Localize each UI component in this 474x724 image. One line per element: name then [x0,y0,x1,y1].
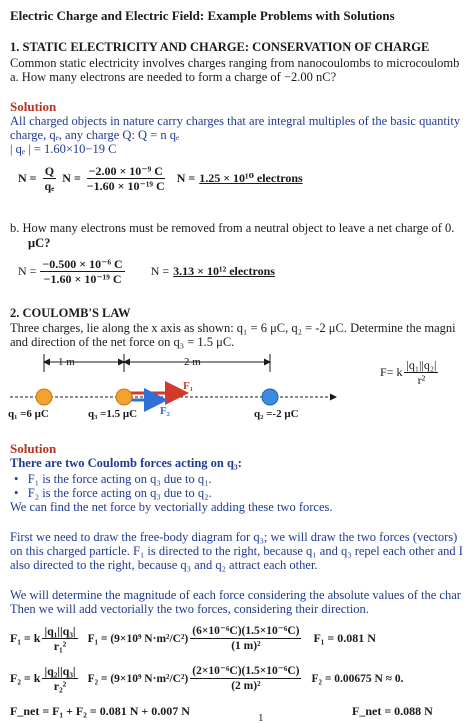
f2eq-lhs: F₂ = k [10,671,41,685]
bullet-2-text: F₂ is the force acting on q₃ due to q₂. [27,486,212,500]
section-2-line2: and direction of the net force on q₃ = 1.5 μC. [10,335,235,349]
solution-label-2: Solution [10,441,57,456]
forces-heading: There are two Coulomb forces acting on q₃: [10,456,242,470]
f2-label: F₂ [160,405,171,417]
page-title: Electric Charge and Electric Field: Example Problems with Solutions [10,8,395,23]
solution-label-1: Solution [10,99,57,114]
eq1-f1-den: qₑ [44,179,55,193]
f2eq-mid: F₂ = (9×10⁹ N·m²/C²) [87,672,189,685]
q2-label: q₂ =-2 μC [254,408,299,420]
f2eq-result: F₂ = 0.00675 N ≈ 0. [311,672,404,685]
eq1-result: 1.25 × 10¹⁰ electrons [199,171,303,185]
section-1-intro: Common static electricity involves charges ranging from nanocoulombs to microcoulomb [10,56,460,70]
f2eq-fraction [42,664,77,693]
eq2-result: 3.13 × 10¹² electrons [173,264,275,278]
eq1-mid: N = [62,171,81,185]
q1-label: q₁ =6 μC [8,408,49,420]
solution-1-line1: All charged objects in nature carry charges that are integral multiples of the basic quantity [10,114,461,128]
charge-q1 [36,389,52,405]
f1eq-result: F₁ = 0.081 N [313,631,376,645]
fbd-line-3: also directed to the right, because q₃ and q₂ attract each other. [10,558,318,572]
charge-q3 [116,389,132,405]
vector-line: We can find the net force by vectorially adding these two forces. [10,500,333,514]
eq1-f2-num: −2.00 × 10⁻⁹ C [88,164,163,178]
eq2-fraction [40,257,124,286]
coulomb-formula-prefix: F= k [380,365,403,379]
eq2-den: −1.60 × 10⁻¹⁹ C [43,272,122,286]
distance-2m-label: 2 m [184,356,201,368]
distance-1m-label: 1 m [58,356,75,368]
f2-equation [10,664,404,693]
solution-1-line3: | qₑ | = 1.60×10−19 C [10,142,117,156]
equation-1 [18,164,303,193]
fbd-line-1: First we need to draw the free-body diagram for q₃; we will draw the two forces (vectors) [10,530,458,544]
question-a: a. How many electrons are needed to form a charge of −2.00 nC? [10,70,337,84]
section-2-heading: 2. COULOMB'S LAW [10,306,131,320]
f1eq-num: |q₁||q₃| [44,624,76,638]
question-b-line1: b. How many electrons must be removed from a neutral object to leave a net charge of 0. [10,221,455,235]
f1eq-fraction [42,624,77,653]
fnet-result: F_net = 0.088 N [352,704,433,718]
f2eq-num2: (2×10⁻⁶C)(1.5×10⁻⁶C) [192,665,300,677]
eq2-result-prefix: N = [150,264,170,278]
f1eq-lhs: F₁ = k [10,631,41,645]
eq1-result-prefix: N = [176,171,196,185]
solution-1-line2: charge, qₑ, any charge Q: Q = n qₑ [10,128,180,142]
coulomb-formula [380,358,438,387]
coulomb-formula-den: r² [417,373,426,387]
eq2-lhs: N = [18,264,37,278]
q3-label: q₃ =1.5 μC [88,408,138,420]
eq2-num: −0.500 × 10⁻⁶ C [42,257,123,271]
f1eq-num2: (6×10⁻⁶C)(1.5×10⁻⁶C) [192,625,300,637]
bullet-1: • F₁ is the force acting on q₃ due to q₁. [14,472,212,486]
eq1-fraction-1 [43,164,57,193]
bullet-1-text: F₁ is the force acting on q₃ due to q₁. [27,472,212,486]
f1-label: F₁ [183,380,194,392]
coulomb-formula-fraction [404,358,438,387]
section-2-line1: Three charges, lie along the x axis as shown: q₁ = 6 μC, q₂ = -2 μC. Determine the magni [10,321,456,335]
question-b-line2: μC? [28,236,51,250]
f2eq-den: r₂² [53,679,67,693]
eq1-fraction-2 [85,164,167,193]
page-number: 1 [258,712,264,724]
magnitude-line-2: Then we will add vectorially the two forces, considering their direction. [10,602,369,616]
eq1-f2-den: −1.60 × 10⁻¹⁹ C [86,179,165,193]
magnitude-line-1: We will determine the magnitude of each force considering the absolute values of the char [10,588,461,602]
f1eq-den2: (1 m)² [231,640,261,652]
f1eq-den: r₁² [53,639,67,653]
eq1-f1-num: Q [44,164,55,178]
section-1-heading: 1. STATIC ELECTRICITY AND CHARGE: CONSERVATION OF CHARGE [10,40,430,54]
fnet-equation: F_net = F₁ + F₂ = 0.081 N + 0.007 N [10,704,190,718]
charge-q2 [262,389,278,405]
bullet-2: • F₂ is the force acting on q₃ due to q₂. [14,486,212,500]
f1eq-fraction-2 [190,624,301,653]
fbd-line-2: on this charged particle. F₁ is directed to the right, because q₁ and q₃ repel each other and I [10,544,463,558]
f1eq-mid: F₁ = (9×10⁹ N·m²/C²) [87,632,189,645]
f2eq-den2: (2 m)² [231,680,261,692]
coulomb-formula-num: |q₁||q₂| [406,358,437,372]
equation-2 [18,257,275,286]
eq1-lhs: N = [18,171,37,185]
f1-equation [10,624,376,653]
f2eq-num: |q₂||q₃| [44,664,76,678]
f2eq-fraction-2 [190,664,301,693]
